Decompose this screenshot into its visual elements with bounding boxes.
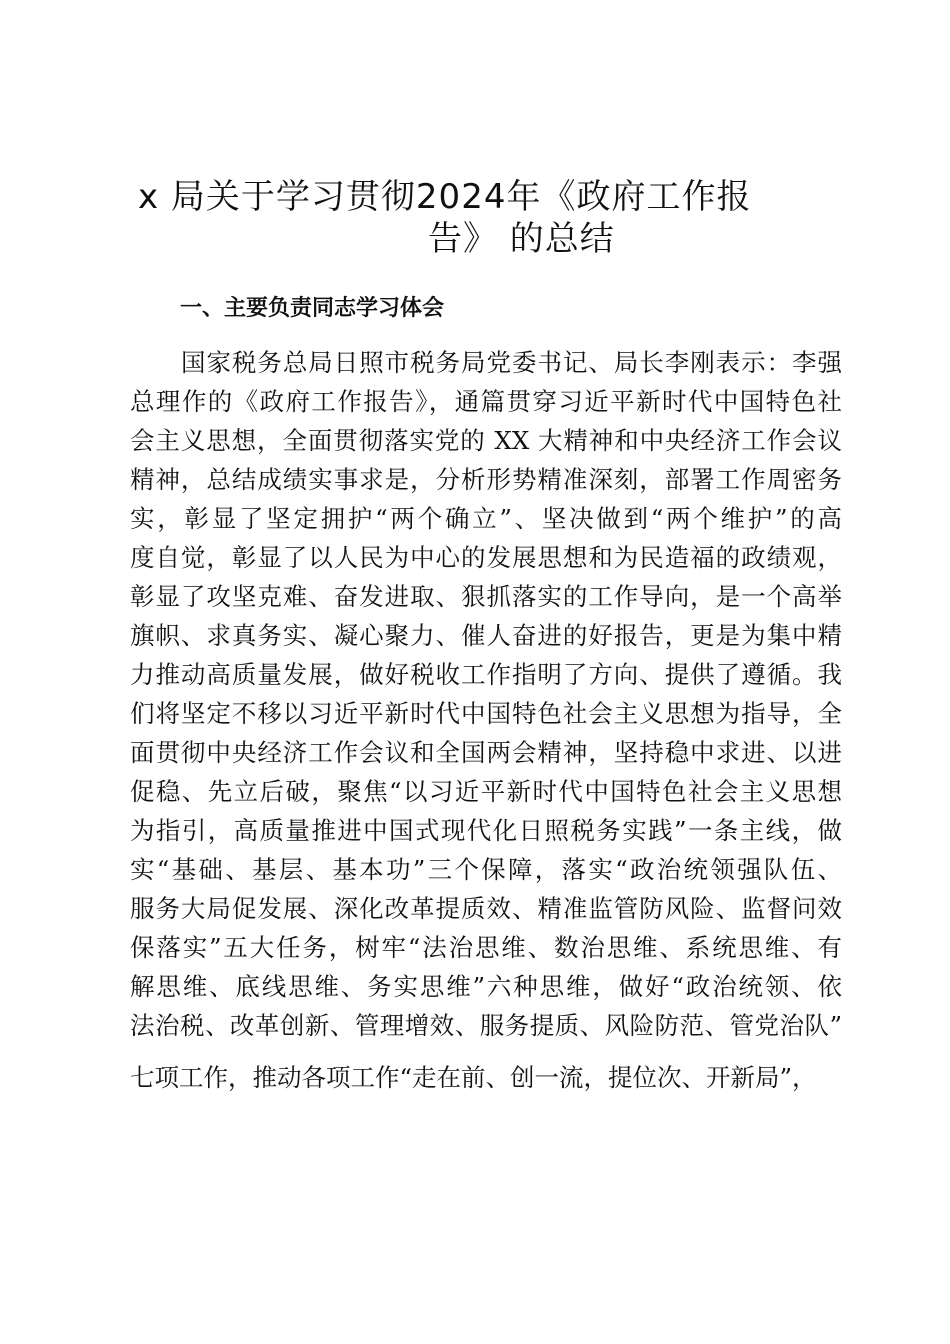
paragraph-line: 面贯彻中央经济工作会议和全国两会精神，坚持稳中求进、以进: [130, 738, 842, 767]
paragraph-line: 法治税、改革创新、管理增效、服务提质、风险防范、管党治队”: [130, 1011, 842, 1040]
paragraph-line: 彰显了攻坚克难、奋发进取、狠抓落实的工作导向，是一个高举: [130, 582, 842, 611]
paragraph-line: 会主义思想，全面贯彻落实党的 XX 大精神和中央经济工作会议: [130, 426, 842, 455]
section-heading: 一、主要负责同志学习体会: [180, 296, 445, 321]
paragraph-line: 国家税务总局日照市税务局党委书记、局长李刚表示：李强: [181, 348, 842, 377]
paragraph-line: 七项工作，推动各项工作“走在前、创一流，提位次、开新局”，: [130, 1063, 817, 1092]
paragraph-line: 力推动高质量发展，做好税收工作指明了方向、提供了遵循。我: [130, 660, 842, 689]
paragraph-line: 度自觉，彰显了以人民为中心的发展思想和为民造福的政绩观，: [130, 543, 842, 572]
paragraph-line: 促稳、先立后破，聚焦“以习近平新时代中国特色社会主义思想: [130, 777, 842, 806]
paragraph-line: 总理作的《政府工作报告》，通篇贯穿习近平新时代中国特色社: [130, 387, 842, 416]
paragraph-line: 旗帜、求真务实、凝心聚力、催人奋进的好报告，更是为集中精: [130, 621, 842, 650]
paragraph-line: 精神，总结成绩实事求是，分析形势精准深刻，部署工作周密务: [130, 465, 842, 494]
document-title-line-1: x 局关于学习贯彻2024年《政府工作报: [138, 177, 752, 217]
paragraph-line: 实“基础、基层、基本功”三个保障，落实“政治统领强队伍、: [130, 855, 842, 884]
paragraph-line: 实，彰显了坚定拥护“两个确立”、坚决做到“两个维护”的高: [130, 504, 842, 533]
paragraph-line: 解思维、底线思维、务实思维”六种思维，做好“政治统领、依: [130, 972, 842, 1001]
document-title-line-2: 告》 的总结: [428, 219, 615, 259]
paragraph-line: 们将坚定不移以习近平新时代中国特色社会主义思想为指导，全: [130, 699, 842, 728]
paragraph-line: 保落实”五大任务，树牢“法治思维、数治思维、系统思维、有: [130, 933, 842, 962]
paragraph-line: 服务大局促发展、深化改革提质效、精准监管防风险、监督问效: [130, 894, 842, 923]
paragraph-line: 为指引，高质量推进中国式现代化日照税务实践”一条主线，做: [130, 816, 842, 845]
